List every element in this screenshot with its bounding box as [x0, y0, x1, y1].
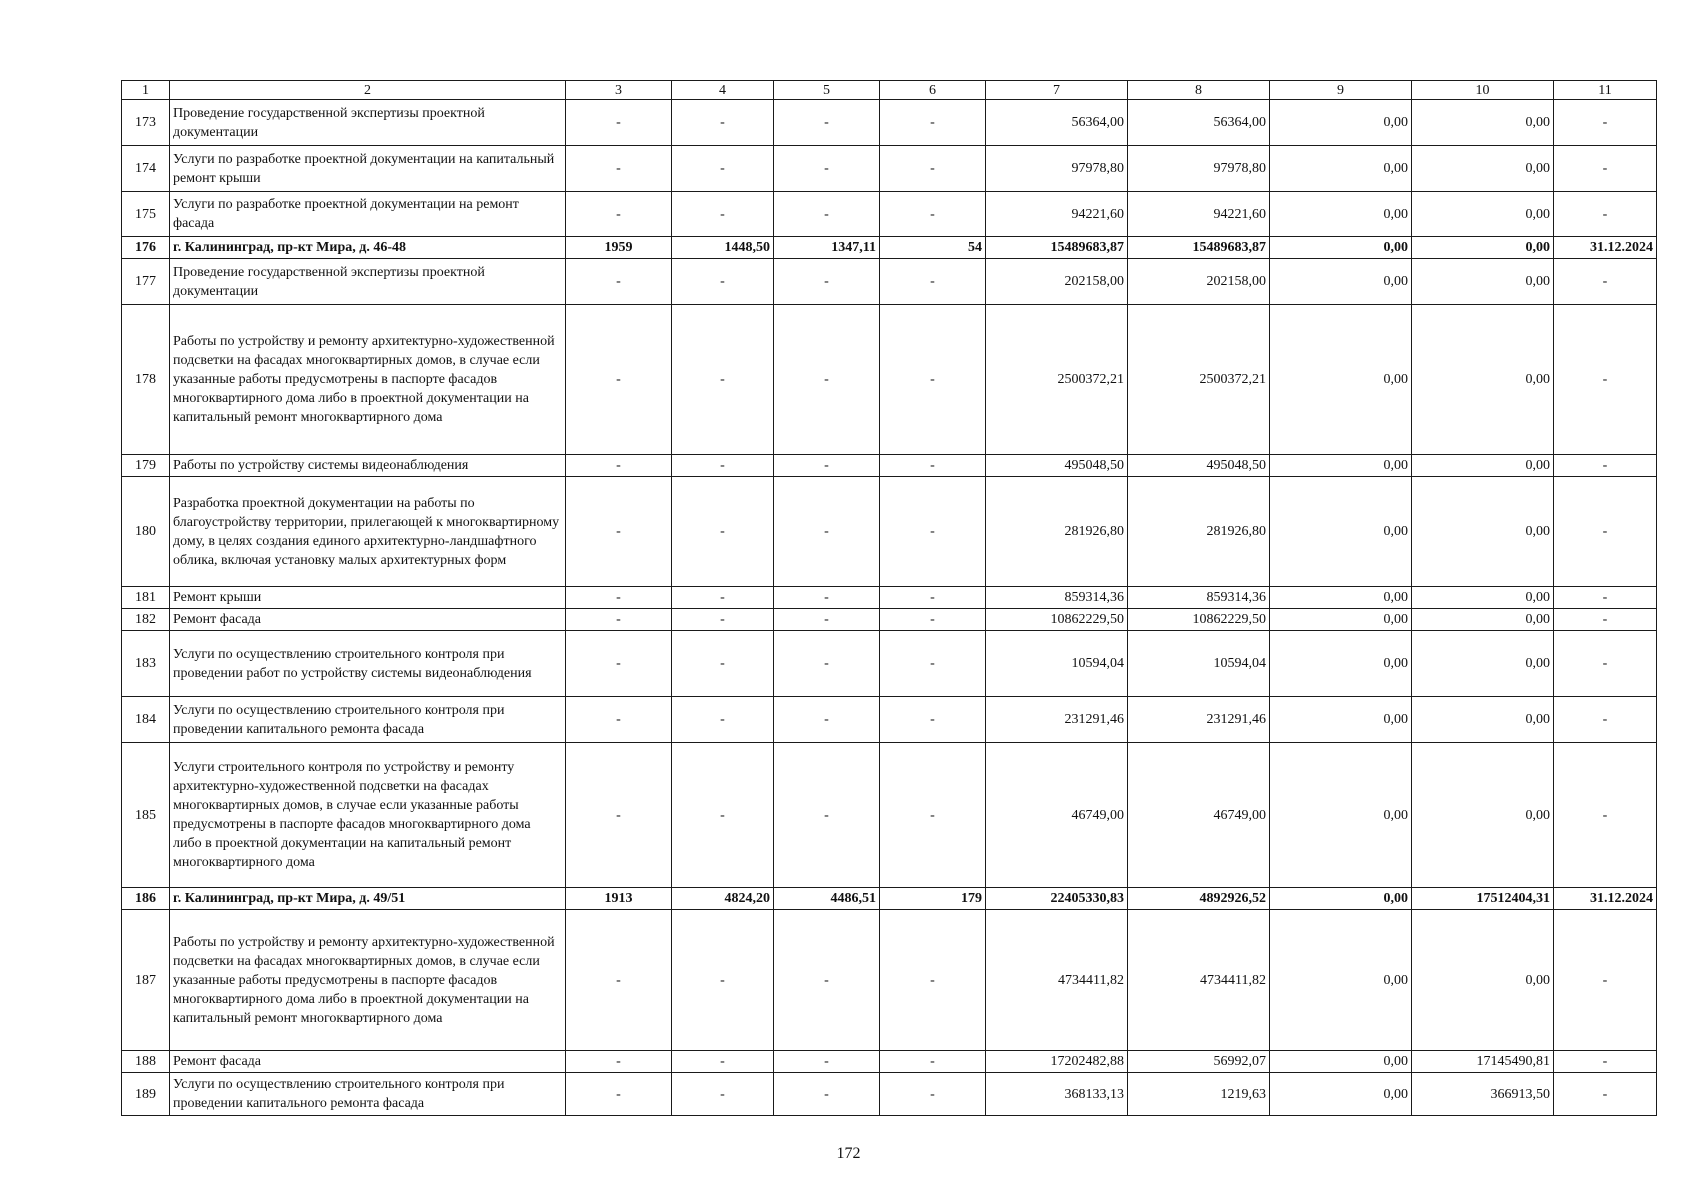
cell-col-10: 0,00	[1412, 259, 1554, 305]
cell-col-10: 0,00	[1412, 697, 1554, 743]
cell-col-4: 1448,50	[672, 237, 774, 259]
cell-col-3: -	[566, 587, 672, 609]
cell-col-7: 22405330,83	[986, 888, 1128, 910]
cell-col-10: 366913,50	[1412, 1073, 1554, 1116]
cell-col-3: -	[566, 910, 672, 1051]
work-description: Разработка проектной документации на работы по благоустройству территории, прилегающей к многоквартирному дому, в целях создания единого архитектурно-ландшафтного облика, включая установку малых архитектурных форм	[170, 477, 566, 587]
cell-col-9: 0,00	[1270, 1051, 1412, 1073]
cell-col-4: -	[672, 146, 774, 192]
cell-col-11: -	[1554, 146, 1657, 192]
cell-col-3: -	[566, 305, 672, 455]
cell-col-7: 94221,60	[986, 192, 1128, 237]
page-number: 172	[836, 1145, 861, 1162]
cell-col-9: 0,00	[1270, 259, 1412, 305]
cell-col-9: 0,00	[1270, 888, 1412, 910]
work-description: Проведение государственной экспертизы проектной документации	[170, 259, 566, 305]
cell-col-11: -	[1554, 587, 1657, 609]
header-cell: 4	[672, 81, 774, 100]
cell-col-6: -	[880, 100, 986, 146]
cell-col-7: 10594,04	[986, 631, 1128, 697]
header-cell: 5	[774, 81, 880, 100]
cell-col-3: -	[566, 259, 672, 305]
cell-col-4: -	[672, 1073, 774, 1116]
header-cell: 6	[880, 81, 986, 100]
work-description: Услуги по осуществлению строительного контроля при проведении работ по устройству системы видеонаблюдения	[170, 631, 566, 697]
cell-col-7: 17202482,88	[986, 1051, 1128, 1073]
cell-col-9: 0,00	[1270, 305, 1412, 455]
work-description: Работы по устройству и ремонту архитектурно-художественной подсветки на фасадах многоквартирных домов, в случае если указанные работы предусмотрены в паспорте фасадов многоквартирного дома либо в проектной документации на капитальный ремонт многоквартирного дома	[170, 305, 566, 455]
cell-col-8: 97978,80	[1128, 146, 1270, 192]
cell-col-7: 56364,00	[986, 100, 1128, 146]
cell-col-3: -	[566, 1073, 672, 1116]
cell-col-6: -	[880, 609, 986, 631]
cell-col-7: 46749,00	[986, 743, 1128, 888]
cell-col-6: -	[880, 743, 986, 888]
table-row	[122, 697, 1657, 743]
cell-col-6: -	[880, 305, 986, 455]
cell-col-10: 0,00	[1412, 743, 1554, 888]
cell-col-11: 31.12.2024	[1554, 888, 1657, 910]
row-number: 185	[122, 743, 170, 888]
cell-col-10: 0,00	[1412, 477, 1554, 587]
cell-col-6: -	[880, 1073, 986, 1116]
cell-col-11: -	[1554, 477, 1657, 587]
header-cell: 2	[170, 81, 566, 100]
cell-col-5: -	[774, 477, 880, 587]
work-description: Работы по устройству и ремонту архитектурно-художественной подсветки на фасадах многоквартирных домов, в случае если указанные работы предусмотрены в паспорте фасадов многоквартирного дома либо в проектной документации на капитальный ремонт многоквартирного дома	[170, 910, 566, 1051]
table-row	[122, 631, 1657, 697]
cell-col-6: -	[880, 697, 986, 743]
cell-col-8: 94221,60	[1128, 192, 1270, 237]
row-number: 184	[122, 697, 170, 743]
cell-col-7: 859314,36	[986, 587, 1128, 609]
cell-col-7: 495048,50	[986, 455, 1128, 477]
cell-col-8: 495048,50	[1128, 455, 1270, 477]
cell-col-3: -	[566, 743, 672, 888]
cell-col-10: 0,00	[1412, 631, 1554, 697]
cell-col-8: 15489683,87	[1128, 237, 1270, 259]
cell-col-5: -	[774, 259, 880, 305]
cell-col-8: 859314,36	[1128, 587, 1270, 609]
header-cell: 10	[1412, 81, 1554, 100]
cell-col-10: 17512404,31	[1412, 888, 1554, 910]
cell-col-5: -	[774, 100, 880, 146]
cell-col-7: 15489683,87	[986, 237, 1128, 259]
column-number-header	[122, 81, 1657, 100]
cell-col-9: 0,00	[1270, 100, 1412, 146]
row-number: 186	[122, 888, 170, 910]
cell-col-6: -	[880, 587, 986, 609]
row-number: 189	[122, 1073, 170, 1116]
cell-col-5: -	[774, 587, 880, 609]
work-description: Работы по устройству системы видеонаблюдения	[170, 455, 566, 477]
row-number: 179	[122, 455, 170, 477]
cell-col-7: 231291,46	[986, 697, 1128, 743]
row-number: 177	[122, 259, 170, 305]
work-description: Услуги по разработке проектной документации на капитальный ремонт крыши	[170, 146, 566, 192]
cell-col-11: -	[1554, 100, 1657, 146]
cell-col-11: -	[1554, 305, 1657, 455]
cell-col-3: 1913	[566, 888, 672, 910]
cell-col-3: -	[566, 146, 672, 192]
row-number: 181	[122, 587, 170, 609]
header-cell: 7	[986, 81, 1128, 100]
work-description: г. Калининград, пр-кт Мира, д. 49/51	[170, 888, 566, 910]
cell-col-5: 1347,11	[774, 237, 880, 259]
table-row	[122, 305, 1657, 455]
cell-col-10: 0,00	[1412, 455, 1554, 477]
row-number: 182	[122, 609, 170, 631]
cell-col-8: 10594,04	[1128, 631, 1270, 697]
cell-col-7: 97978,80	[986, 146, 1128, 192]
cell-col-10: 0,00	[1412, 910, 1554, 1051]
cell-col-3: -	[566, 100, 672, 146]
cell-col-5: -	[774, 1073, 880, 1116]
cell-col-3: -	[566, 477, 672, 587]
cell-col-5: -	[774, 305, 880, 455]
cell-col-4: -	[672, 631, 774, 697]
cell-col-9: 0,00	[1270, 146, 1412, 192]
cell-col-3: -	[566, 631, 672, 697]
cell-col-3: -	[566, 609, 672, 631]
cell-col-11: -	[1554, 259, 1657, 305]
capital-repair-table	[121, 80, 1657, 1116]
cell-col-4: -	[672, 910, 774, 1051]
cell-col-8: 202158,00	[1128, 259, 1270, 305]
cell-col-6: -	[880, 631, 986, 697]
header-cell: 1	[122, 81, 170, 100]
cell-col-8: 4892926,52	[1128, 888, 1270, 910]
work-description: г. Калининград, пр-кт Мира, д. 46-48	[170, 237, 566, 259]
cell-col-4: -	[672, 100, 774, 146]
cell-col-5: -	[774, 609, 880, 631]
cell-col-4: 4824,20	[672, 888, 774, 910]
table-row	[122, 477, 1657, 587]
cell-col-5: -	[774, 192, 880, 237]
cell-col-3: -	[566, 455, 672, 477]
cell-col-11: -	[1554, 697, 1657, 743]
cell-col-3: -	[566, 192, 672, 237]
cell-col-4: -	[672, 743, 774, 888]
header-cell: 3	[566, 81, 672, 100]
address-row	[122, 888, 1657, 910]
table-row	[122, 743, 1657, 888]
row-number: 175	[122, 192, 170, 237]
cell-col-8: 4734411,82	[1128, 910, 1270, 1051]
cell-col-10: 0,00	[1412, 192, 1554, 237]
cell-col-9: 0,00	[1270, 1073, 1412, 1116]
cell-col-5: -	[774, 697, 880, 743]
cell-col-10: 0,00	[1412, 100, 1554, 146]
cell-col-8: 2500372,21	[1128, 305, 1270, 455]
cell-col-4: -	[672, 259, 774, 305]
cell-col-10: 0,00	[1412, 237, 1554, 259]
row-number: 187	[122, 910, 170, 1051]
cell-col-5: 4486,51	[774, 888, 880, 910]
cell-col-8: 1219,63	[1128, 1073, 1270, 1116]
row-number: 188	[122, 1051, 170, 1073]
cell-col-7: 202158,00	[986, 259, 1128, 305]
cell-col-11: -	[1554, 743, 1657, 888]
cell-col-9: 0,00	[1270, 631, 1412, 697]
table-row	[122, 910, 1657, 1051]
table-row	[122, 146, 1657, 192]
cell-col-8: 10862229,50	[1128, 609, 1270, 631]
cell-col-10: 17145490,81	[1412, 1051, 1554, 1073]
cell-col-8: 46749,00	[1128, 743, 1270, 888]
row-number: 176	[122, 237, 170, 259]
cell-col-9: 0,00	[1270, 237, 1412, 259]
cell-col-9: 0,00	[1270, 455, 1412, 477]
row-number: 178	[122, 305, 170, 455]
table-row	[122, 587, 1657, 609]
cell-col-10: 0,00	[1412, 587, 1554, 609]
cell-col-10: 0,00	[1412, 146, 1554, 192]
header-cell: 11	[1554, 81, 1657, 100]
cell-col-3: -	[566, 1051, 672, 1073]
cell-col-6: -	[880, 146, 986, 192]
cell-col-5: -	[774, 910, 880, 1051]
cell-col-5: -	[774, 455, 880, 477]
cell-col-6: 179	[880, 888, 986, 910]
table-row	[122, 192, 1657, 237]
row-number: 183	[122, 631, 170, 697]
work-description: Ремонт фасада	[170, 1051, 566, 1073]
cell-col-4: -	[672, 192, 774, 237]
cell-col-11: -	[1554, 609, 1657, 631]
cell-col-5: -	[774, 1051, 880, 1073]
cell-col-8: 281926,80	[1128, 477, 1270, 587]
cell-col-4: -	[672, 477, 774, 587]
cell-col-9: 0,00	[1270, 910, 1412, 1051]
work-description: Ремонт крыши	[170, 587, 566, 609]
cell-col-4: -	[672, 587, 774, 609]
cell-col-10: 0,00	[1412, 305, 1554, 455]
cell-col-7: 2500372,21	[986, 305, 1128, 455]
table-row	[122, 609, 1657, 631]
cell-col-3: -	[566, 697, 672, 743]
cell-col-4: -	[672, 1051, 774, 1073]
cell-col-6: 54	[880, 237, 986, 259]
table-row	[122, 455, 1657, 477]
cell-col-11: -	[1554, 1051, 1657, 1073]
row-number: 173	[122, 100, 170, 146]
cell-col-10: 0,00	[1412, 609, 1554, 631]
cell-col-11: 31.12.2024	[1554, 237, 1657, 259]
cell-col-4: -	[672, 609, 774, 631]
cell-col-6: -	[880, 910, 986, 1051]
cell-col-4: -	[672, 455, 774, 477]
cell-col-6: -	[880, 1051, 986, 1073]
cell-col-7: 368133,13	[986, 1073, 1128, 1116]
header-cell: 9	[1270, 81, 1412, 100]
cell-col-9: 0,00	[1270, 609, 1412, 631]
cell-col-5: -	[774, 743, 880, 888]
row-number: 180	[122, 477, 170, 587]
cell-col-11: -	[1554, 631, 1657, 697]
cell-col-3: 1959	[566, 237, 672, 259]
address-row	[122, 237, 1657, 259]
cell-col-7: 281926,80	[986, 477, 1128, 587]
cell-col-9: 0,00	[1270, 477, 1412, 587]
table-row	[122, 100, 1657, 146]
cell-col-6: -	[880, 455, 986, 477]
work-description: Услуги по осуществлению строительного контроля при проведении капитального ремонта фасада	[170, 1073, 566, 1116]
cell-col-6: -	[880, 477, 986, 587]
work-description: Услуги строительного контроля по устройству и ремонту архитектурно-художественной подсветки на фасадах многоквартирных домов, в случае если указанные работы предусмотрены в паспорте фасадов многоквартирного дома либо в проектной документации на капитальный ремонт многоквартирного дома	[170, 743, 566, 888]
cell-col-8: 56992,07	[1128, 1051, 1270, 1073]
cell-col-4: -	[672, 305, 774, 455]
work-description: Услуги по осуществлению строительного контроля при проведении капитального ремонта фасада	[170, 697, 566, 743]
cell-col-9: 0,00	[1270, 587, 1412, 609]
cell-col-7: 10862229,50	[986, 609, 1128, 631]
cell-col-9: 0,00	[1270, 743, 1412, 888]
cell-col-11: -	[1554, 1073, 1657, 1116]
cell-col-11: -	[1554, 192, 1657, 237]
work-description: Ремонт фасада	[170, 609, 566, 631]
table-body	[122, 81, 1657, 1116]
cell-col-9: 0,00	[1270, 192, 1412, 237]
table-row	[122, 1073, 1657, 1116]
table-row	[122, 1051, 1657, 1073]
cell-col-5: -	[774, 631, 880, 697]
cell-col-4: -	[672, 697, 774, 743]
cell-col-11: -	[1554, 455, 1657, 477]
cell-col-11: -	[1554, 910, 1657, 1051]
table-row	[122, 259, 1657, 305]
cell-col-5: -	[774, 146, 880, 192]
work-description: Услуги по разработке проектной документации на ремонт фасада	[170, 192, 566, 237]
cell-col-7: 4734411,82	[986, 910, 1128, 1051]
cell-col-6: -	[880, 192, 986, 237]
cell-col-8: 56364,00	[1128, 100, 1270, 146]
header-cell: 8	[1128, 81, 1270, 100]
cell-col-8: 231291,46	[1128, 697, 1270, 743]
cell-col-9: 0,00	[1270, 697, 1412, 743]
row-number: 174	[122, 146, 170, 192]
work-description: Проведение государственной экспертизы проектной документации	[170, 100, 566, 146]
cell-col-6: -	[880, 259, 986, 305]
